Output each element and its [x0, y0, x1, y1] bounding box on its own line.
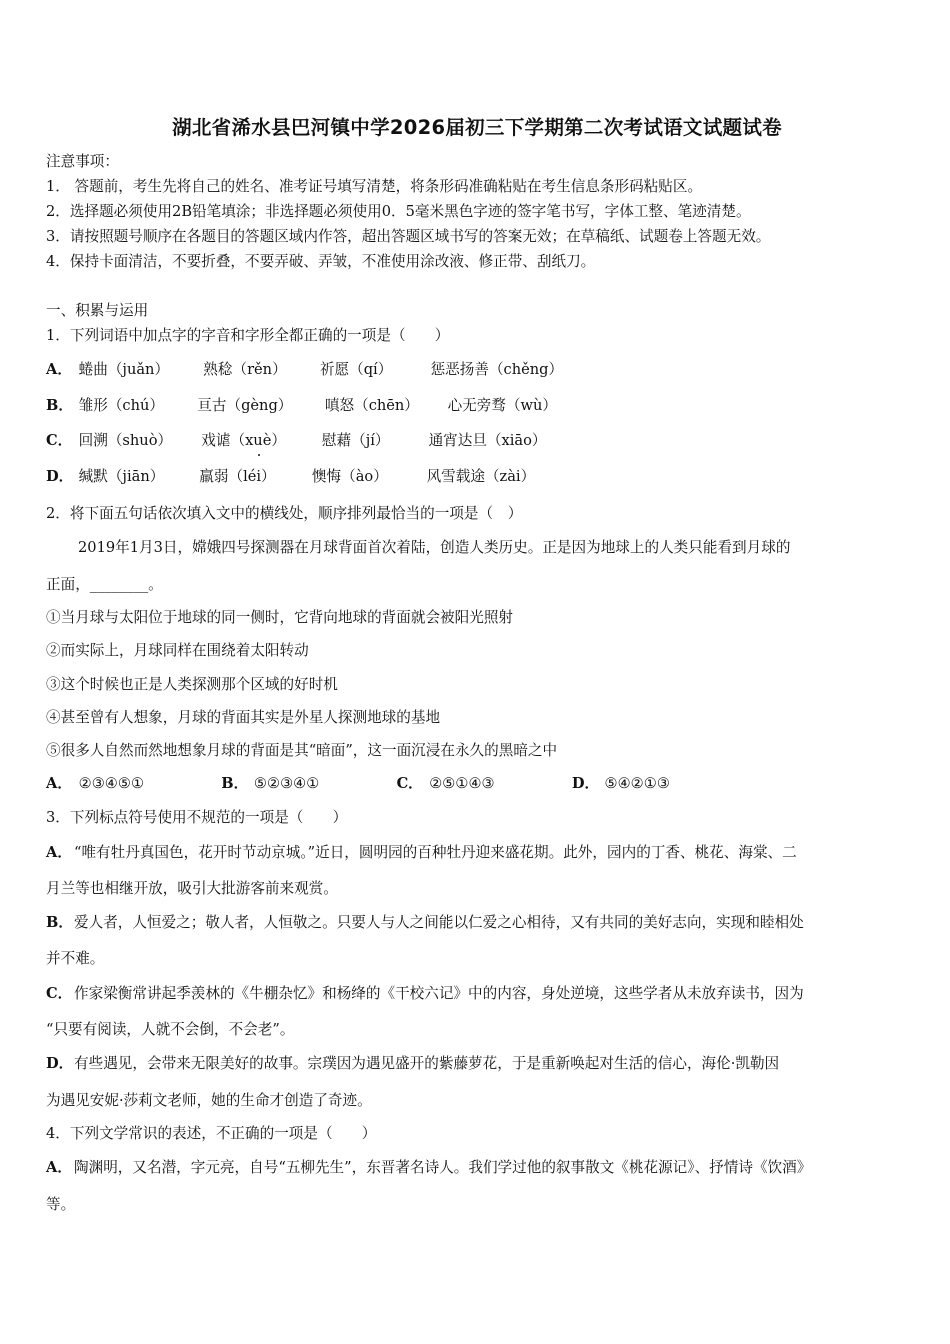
option-label: C． [396, 775, 423, 792]
option-text: ⑤④②①③ [604, 775, 670, 792]
option-word: 嗔怒（chēn） [324, 397, 419, 414]
q3-option-a [46, 844, 797, 862]
option-text: ②⑤①④③ [429, 775, 495, 792]
question-2-stem: 2．将下面五句话依次填入文中的横线处，顺序排列最恰当的一项是（ ） [46, 505, 523, 522]
option-label: A． [46, 1159, 72, 1176]
question-3-stem: 3．下列标点符号使用不规范的一项是（ ） [46, 809, 348, 826]
option-word: 懊悔（ào） [311, 468, 388, 485]
q3-option-a-cont: 月兰等也相继开放，吸引大批游客前来观赏。 [46, 880, 338, 897]
option-label: A． [46, 361, 72, 378]
q3-option-d-cont: 为遇见安妮·莎莉文老师，她的生命才创造了奇迹。 [46, 1092, 372, 1109]
option-word: 熟稔（rěn） [203, 361, 287, 378]
option-label: B． [221, 775, 249, 792]
q3-option-c [46, 985, 804, 1003]
q2-passage: 正面，________。 [46, 576, 163, 593]
q3-option-d [46, 1055, 779, 1073]
q2-sentence: ⑤很多人自然而然地想象月球的背面是其“暗面”，这一面沉浸在永久的黑暗之中 [46, 742, 558, 759]
notice-item: 1． 答题前，考生先将自己的姓名、准考证号填写清楚，将条形码准确粘贴在考生信息条形码粘贴区。 [46, 178, 703, 195]
notice-heading: 注意事项： [46, 153, 119, 170]
option-word: 雏形（chú） [78, 397, 164, 414]
option-word: 心无旁骛（wù） [447, 397, 558, 414]
question-4-stem: 4．下列文学常识的表述，不正确的一项是（ ） [46, 1125, 377, 1142]
q2-options [46, 775, 670, 793]
q3-option-b [46, 914, 804, 932]
option-word: 戏谑（xuè） [201, 432, 317, 450]
q3-option-c-cont: “只要有阅读，人就不会倒，不会老”。 [46, 1021, 295, 1038]
question-1-stem: 1．下列词语中加点字的字音和字形全都正确的一项是（ ） [46, 327, 450, 344]
option-text: “唯有牡丹真国色，花开时节动京城。”近日，圆明园的百种牡丹迎来盛花期。此外，园内的丁香、桃花、海棠、二 [74, 844, 797, 861]
option-word: 惩恶扬善（chěng） [430, 361, 564, 378]
notice-item: 3．请按照题号顺序在各题目的答题区域内作答，超出答题区域书写的答案无效；在草稿纸、试题卷上答题无效。 [46, 228, 771, 245]
notice-item: 2．选择题必须使用2B铅笔填涂；非选择题必须使用0．5毫米黑色字迹的签字笔书写，字体工整、笔迹清楚。 [46, 203, 751, 220]
option-word: 风雪载途（zài） [426, 468, 536, 485]
option-word: 羸弱（léi） [199, 468, 276, 485]
option-label: B． [46, 397, 73, 414]
option-label: A． [46, 775, 72, 792]
option-word: 慰藉（jí） [321, 432, 390, 449]
section-heading: 一、积累与运用 [46, 302, 149, 319]
q4-option-a-cont: 等。 [46, 1196, 76, 1213]
option-label: C． [46, 432, 73, 449]
q1-option-c [46, 432, 547, 450]
option-text: 作家梁衡常讲起季羡林的《牛棚杂忆》和杨绛的《干校六记》中的内容，身处逆境，这些学者从未放弃读书，因为 [74, 985, 804, 1002]
option-text: ②③④⑤① [78, 775, 145, 792]
option-word: 蜷曲（juǎn） [78, 361, 170, 378]
q2-passage: 2019年1月3日，嫦娥四号探测器在月球背面首次着陆，创造人类历史。正是因为地球上的人类只能看到月球的 [78, 539, 791, 556]
option-text: 爱人者，人恒爱之；敬人者，人恒敬之。只要人与人之间能以仁爱之心相待，又有共同的美好志向，实现和睦相处 [74, 914, 804, 931]
q1-option-b [46, 397, 557, 415]
q2-sentence: ④甚至曾有人想象，月球的背面其实是外星人探测地球的基地 [46, 709, 441, 726]
notice-item: 4．保持卡面清洁，不要折叠，不要弄破、弄皱，不准使用涂改液、修正带、刮纸刀。 [46, 253, 596, 270]
option-word: 通宵达旦（xiāo） [428, 432, 547, 449]
option-word: 回溯（shuò） [78, 432, 173, 449]
q2-sentence: ②而实际上，月球同样在围绕着太阳转动 [46, 642, 309, 659]
option-text: 有些遇见，会带来无限美好的故事。宗璞因为遇见盛开的紫藤萝花，于是重新唤起对生活的信心，海伦·凯勒因 [74, 1055, 780, 1072]
option-label: D． [46, 468, 74, 485]
option-label: B． [46, 914, 73, 931]
option-text: 陶渊明，又名潜，字元亮，自号“五柳先生”，东晋著名诗人。我们学过他的叙事散文《桃花源记》、抒情诗《饮酒》 [74, 1159, 812, 1176]
option-label: D． [571, 775, 600, 792]
q2-sentence: ①当月球与太阳位于地球的同一侧时，它背向地球的背面就会被阳光照射 [46, 609, 514, 626]
q2-sentence: ③这个时候也正是人类探测那个区域的好时机 [46, 676, 338, 693]
option-word: 祈愿（qí） [319, 361, 393, 378]
q1-option-d [46, 468, 535, 486]
q4-option-a [46, 1159, 811, 1177]
q1-option-a [46, 361, 563, 379]
option-text: ⑤②③④① [253, 775, 320, 792]
page-title: 湖北省浠水县巴河镇中学2026届初三下学期第二次考试语文试题试卷 [172, 116, 782, 139]
option-word: 缄默（jiān） [78, 468, 165, 485]
option-label: A． [46, 844, 72, 861]
option-word: 亘古（gèng） [197, 397, 293, 414]
q3-option-b-cont: 并不难。 [46, 950, 105, 967]
option-label: C． [46, 985, 73, 1002]
option-label: D． [46, 1055, 74, 1072]
